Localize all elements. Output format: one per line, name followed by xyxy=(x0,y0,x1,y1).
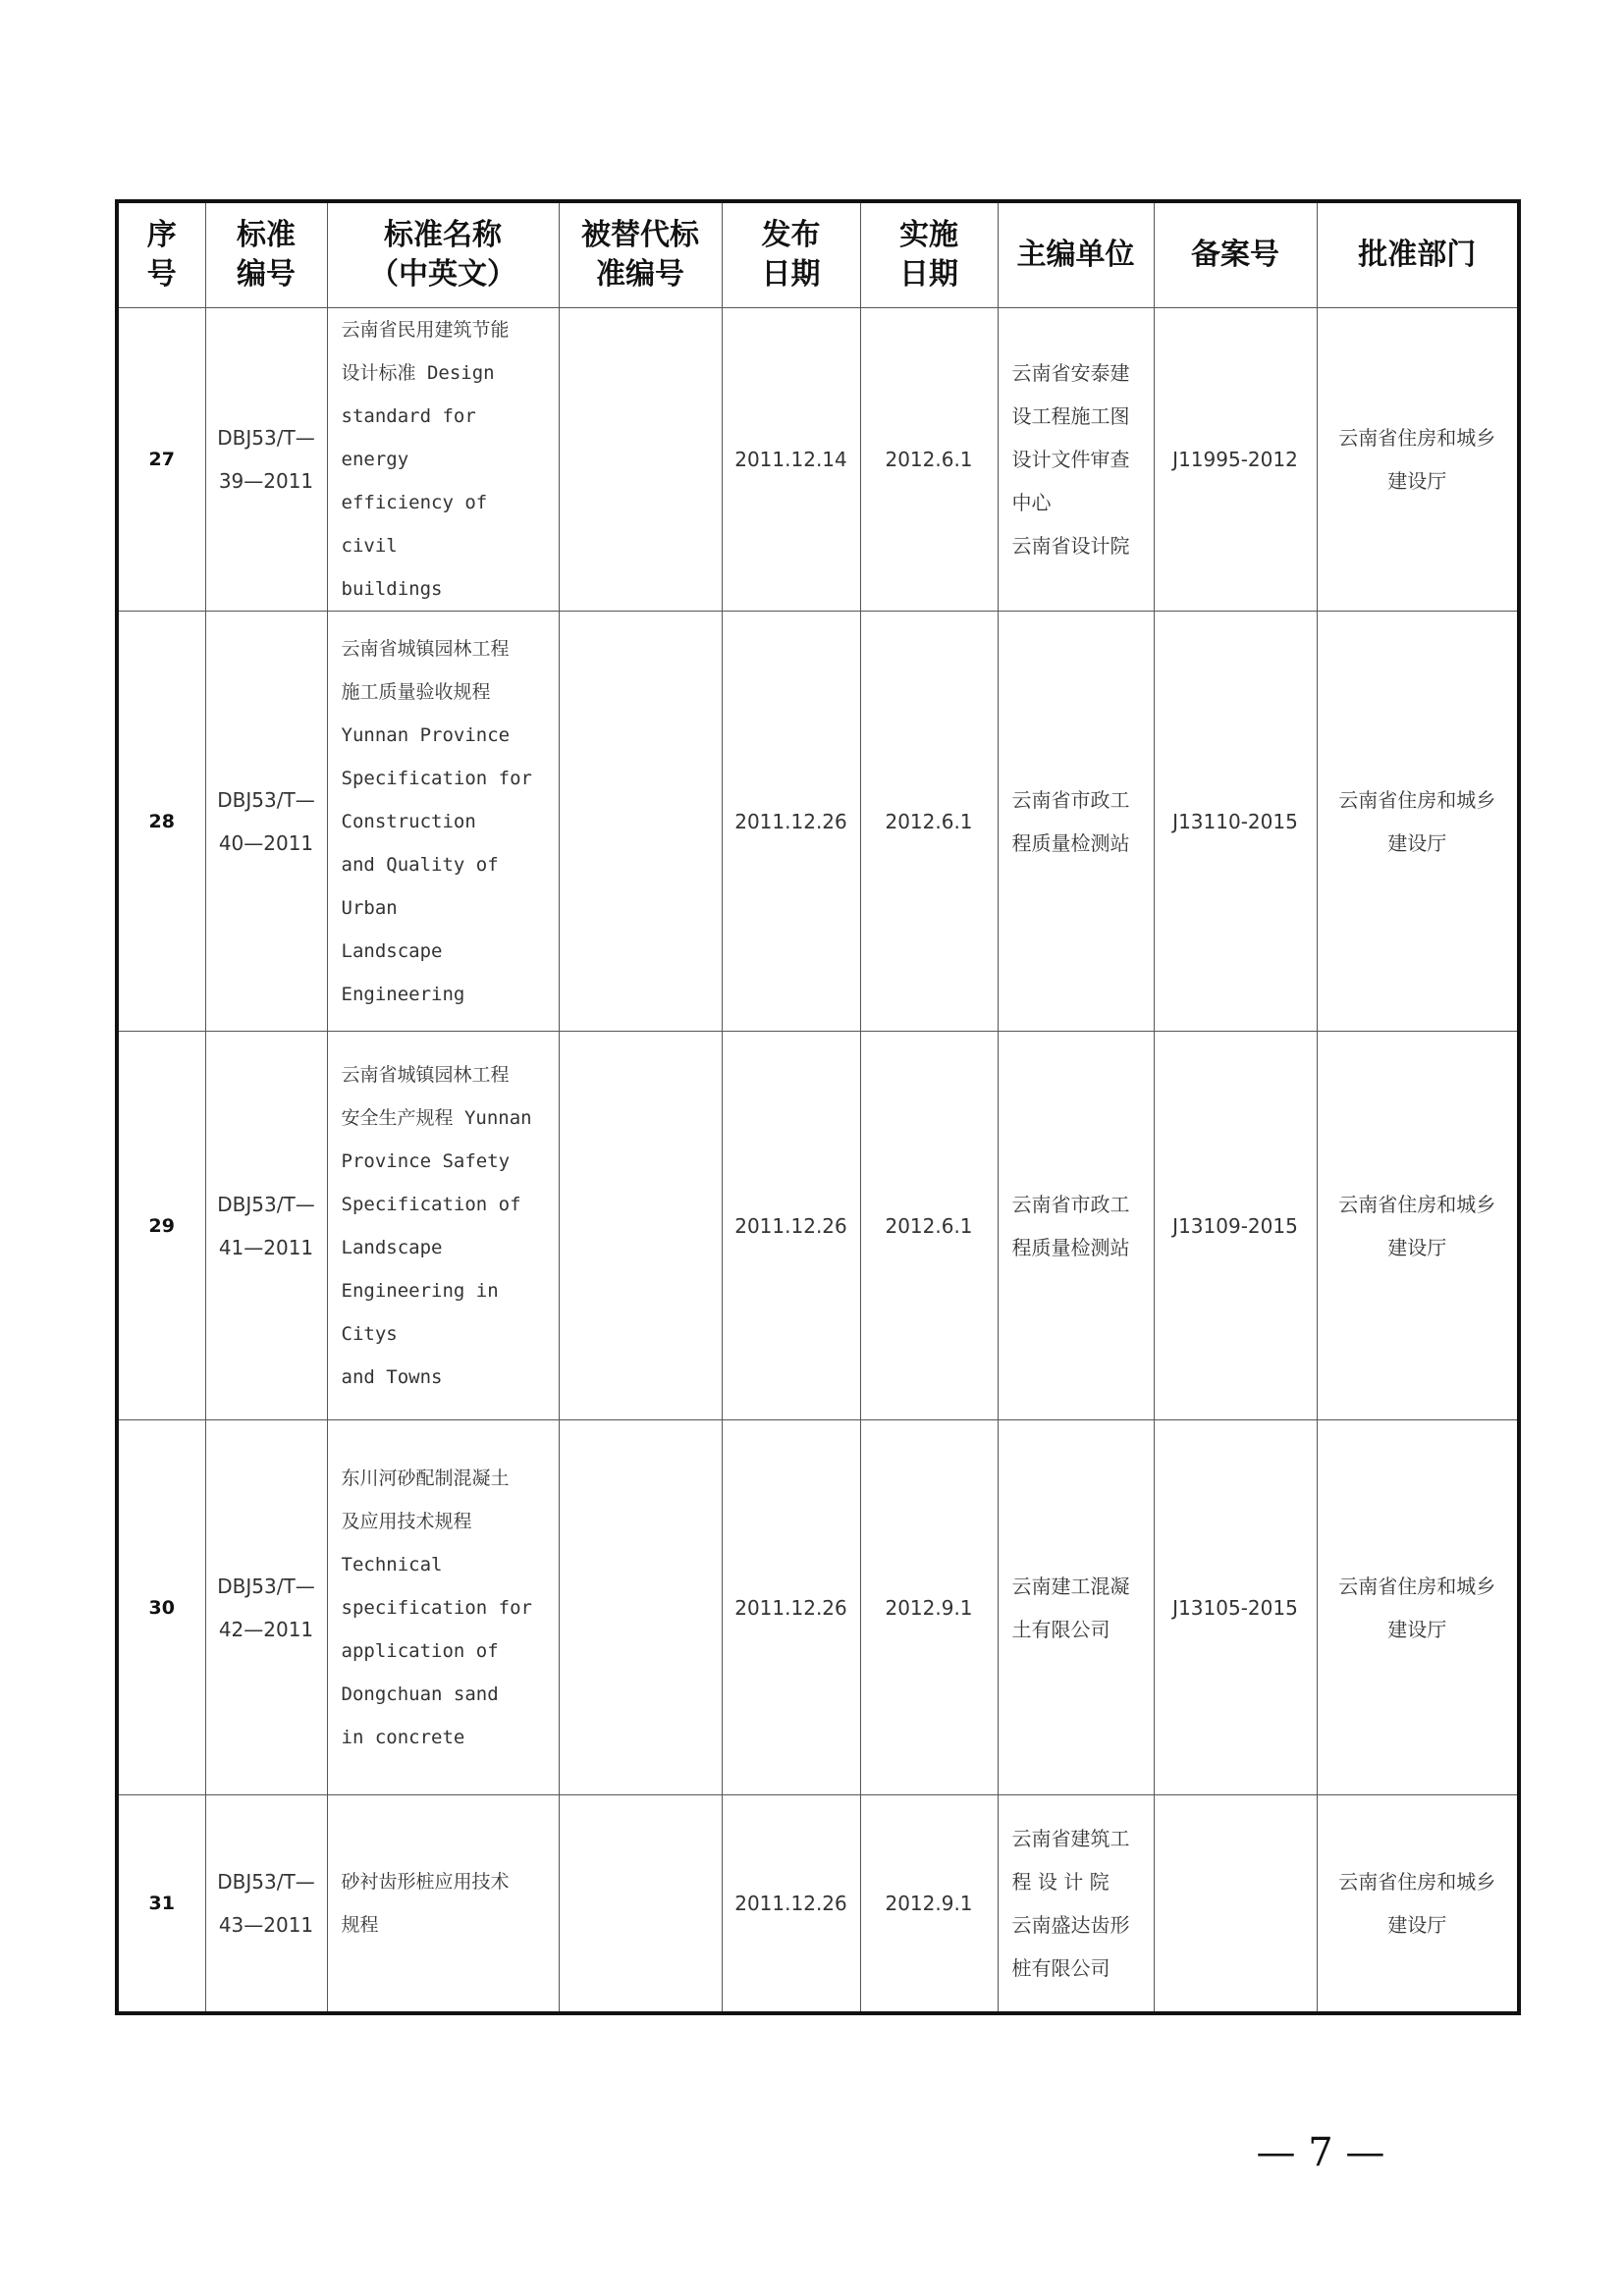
approval-dept-cell: 云南省住房和城乡 建设厅 xyxy=(1317,308,1519,612)
header-std-no: 标准 编号 xyxy=(205,201,327,308)
page-number: — 7 — xyxy=(1256,2130,1385,2175)
editor-org-cell: 云南省市政工 程质量检测站 xyxy=(998,612,1154,1032)
implement-date-cell: 2012.9.1 xyxy=(860,1795,998,2013)
header-row xyxy=(117,201,1519,308)
header-seq: 序 号 xyxy=(117,201,205,308)
seq-cell: 30 xyxy=(117,1420,205,1795)
record-no-cell: J11995-2012 xyxy=(1154,308,1317,612)
approval-dept-cell: 云南省住房和城乡 建设厅 xyxy=(1317,1032,1519,1420)
record-no-cell: J13110-2015 xyxy=(1154,612,1317,1032)
std-name-cell: 云南省民用建筑节能 设计标准 Design standard for energy efficiency of civil buildings xyxy=(327,308,559,612)
implement-date-cell: 2012.6.1 xyxy=(860,612,998,1032)
replaced-cell xyxy=(559,1795,722,2013)
header-implement-date: 实施 日期 xyxy=(860,201,998,308)
editor-org-cell: 云南省安泰建 设工程施工图 设计文件审查 中心 云南省设计院 xyxy=(998,308,1154,612)
replaced-cell xyxy=(559,1032,722,1420)
std-name-cell: 云南省城镇园林工程 安全生产规程 Yunnan Province Safety Specification of Landscape Engineering in Citys and Towns xyxy=(327,1032,559,1420)
header-std-name: 标准名称 （中英文） xyxy=(327,201,559,308)
approval-dept-cell: 云南省住房和城乡 建设厅 xyxy=(1317,1795,1519,2013)
std-no-cell: DBJ53/T— 42—2011 xyxy=(205,1420,327,1795)
seq-cell: 27 xyxy=(117,308,205,612)
std-name-cell: 云南省城镇园林工程 施工质量验收规程 Yunnan Province Specification for Construction and Quality of Urban Landscape Engineering xyxy=(327,612,559,1032)
implement-date-cell: 2012.6.1 xyxy=(860,1032,998,1420)
editor-org-cell: 云南省市政工 程质量检测站 xyxy=(998,1032,1154,1420)
header-replaced: 被替代标 准编号 xyxy=(559,201,722,308)
editor-org-cell: 云南建工混凝 土有限公司 xyxy=(998,1420,1154,1795)
std-name-cell: 东川河砂配制混凝土 及应用技术规程 Technical specification for application of Dongchuan sand in concrete xyxy=(327,1420,559,1795)
record-no-cell: J13109-2015 xyxy=(1154,1032,1317,1420)
approval-dept-cell: 云南省住房和城乡 建设厅 xyxy=(1317,1420,1519,1795)
replaced-cell xyxy=(559,1420,722,1795)
editor-org-cell: 云南省建筑工 程 设 计 院 云南盛达齿形 桩有限公司 xyxy=(998,1795,1154,2013)
seq-cell: 31 xyxy=(117,1795,205,2013)
std-name-cell: 砂衬齿形桩应用技术 规程 xyxy=(327,1795,559,2013)
std-no-cell: DBJ53/T— 39—2011 xyxy=(205,308,327,612)
table-row xyxy=(117,308,1519,612)
seq-cell: 29 xyxy=(117,1032,205,1420)
header-editor-org: 主编单位 xyxy=(998,201,1154,308)
header-approval-dept: 批准部门 xyxy=(1317,201,1519,308)
standards-table xyxy=(115,199,1521,2015)
replaced-cell xyxy=(559,612,722,1032)
std-no-cell: DBJ53/T— 40—2011 xyxy=(205,612,327,1032)
seq-cell: 28 xyxy=(117,612,205,1032)
header-publish-date: 发布 日期 xyxy=(722,201,860,308)
publish-date-cell: 2011.12.26 xyxy=(722,1795,860,2013)
publish-date-cell: 2011.12.26 xyxy=(722,1420,860,1795)
std-no-cell: DBJ53/T— 43—2011 xyxy=(205,1795,327,2013)
table-row xyxy=(117,1795,1519,2013)
table-row xyxy=(117,1420,1519,1795)
approval-dept-cell: 云南省住房和城乡 建设厅 xyxy=(1317,612,1519,1032)
header-record-no: 备案号 xyxy=(1154,201,1317,308)
implement-date-cell: 2012.6.1 xyxy=(860,308,998,612)
publish-date-cell: 2011.12.14 xyxy=(722,308,860,612)
record-no-cell xyxy=(1154,1795,1317,2013)
publish-date-cell: 2011.12.26 xyxy=(722,612,860,1032)
table-row xyxy=(117,1032,1519,1420)
std-no-cell: DBJ53/T— 41—2011 xyxy=(205,1032,327,1420)
table-row xyxy=(117,612,1519,1032)
record-no-cell: J13105-2015 xyxy=(1154,1420,1317,1795)
replaced-cell xyxy=(559,308,722,612)
publish-date-cell: 2011.12.26 xyxy=(722,1032,860,1420)
implement-date-cell: 2012.9.1 xyxy=(860,1420,998,1795)
